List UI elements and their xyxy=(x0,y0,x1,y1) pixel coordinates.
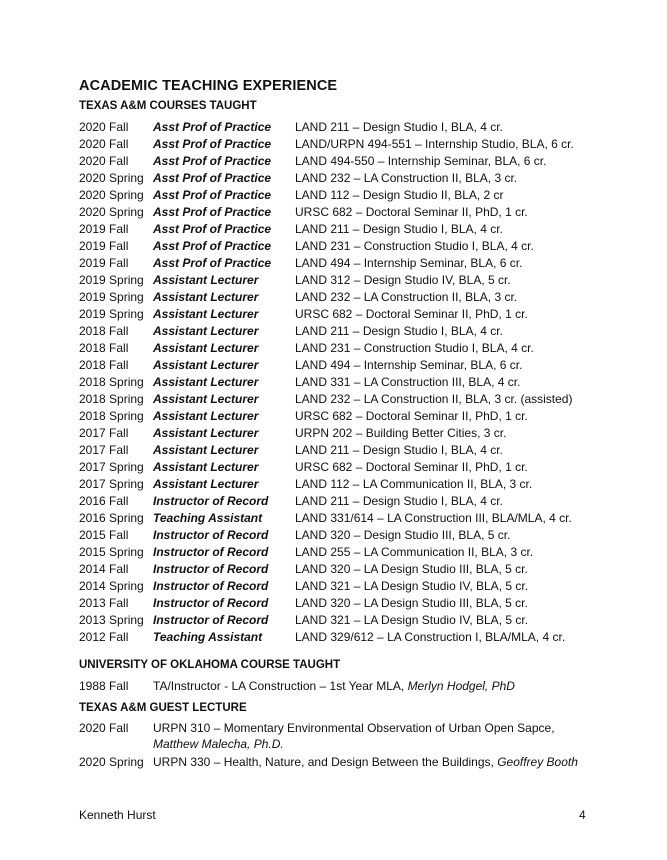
footer-author-name: Kenneth Hurst xyxy=(79,808,156,822)
guest-lecture-person: Geoffrey Booth xyxy=(497,755,578,769)
ou-course-term: 1988 Fall xyxy=(79,679,129,693)
course-description: LAND 211 – Design Studio I, BLA, 4 cr. xyxy=(295,324,503,338)
course-role: Instructor of Record xyxy=(153,562,269,576)
course-term: 2020 Fall xyxy=(79,137,129,151)
course-description: LAND 231 – Construction Studio I, BLA, 4 cr. xyxy=(295,341,534,355)
course-description: LAND 312 – Design Studio IV, BLA, 5 cr. xyxy=(295,273,511,287)
guest-lecture-term: 2020 Fall xyxy=(79,721,129,735)
course-term: 2020 Spring xyxy=(79,171,144,185)
course-description: LAND 112 – Design Studio II, BLA, 2 cr xyxy=(295,188,504,202)
course-role: Assistant Lecturer xyxy=(153,426,259,440)
course-term: 2019 Spring xyxy=(79,273,144,287)
course-role: Instructor of Record xyxy=(153,579,269,593)
course-term: 2014 Fall xyxy=(79,562,129,576)
course-term: 2015 Fall xyxy=(79,528,129,542)
footer-page-number: 4 xyxy=(579,808,586,822)
course-description: LAND 331 – LA Construction III, BLA, 4 cr. xyxy=(295,375,521,389)
course-role: Asst Prof of Practice xyxy=(153,256,272,270)
course-role: Asst Prof of Practice xyxy=(153,120,272,134)
course-term: 2018 Fall xyxy=(79,341,129,355)
ou-course-heading: UNIVERSITY OF OKLAHOMA COURSE TAUGHT xyxy=(79,659,341,671)
course-description: LAND 232 – LA Construction II, BLA, 3 cr. (assisted) xyxy=(295,392,573,406)
course-description: LAND 320 – Design Studio III, BLA, 5 cr. xyxy=(295,528,511,542)
course-description: LAND/URPN 494-551 – Internship Studio, BLA, 6 cr. xyxy=(295,137,574,151)
course-role: Instructor of Record xyxy=(153,494,269,508)
course-role: Assistant Lecturer xyxy=(153,324,259,338)
course-role: Assistant Lecturer xyxy=(153,358,259,372)
course-description: URPN 202 – Building Better Cities, 3 cr. xyxy=(295,426,507,440)
course-description: LAND 211 – Design Studio I, BLA, 4 cr. xyxy=(295,443,503,457)
course-term: 2020 Spring xyxy=(79,188,144,202)
course-description: LAND 494 – Internship Seminar, BLA, 6 cr. xyxy=(295,256,523,270)
guest-lecture-text: URPN 330 – Health, Nature, and Design Between the Buildings, xyxy=(153,755,498,769)
course-description: LAND 494 – Internship Seminar, BLA, 6 cr. xyxy=(295,358,523,372)
course-description: LAND 320 – LA Design Studio III, BLA, 5 cr. xyxy=(295,562,528,576)
course-term: 2016 Fall xyxy=(79,494,129,508)
course-term: 2018 Fall xyxy=(79,324,129,338)
course-role: Assistant Lecturer xyxy=(153,460,259,474)
course-term: 2019 Fall xyxy=(79,222,129,236)
course-role: Assistant Lecturer xyxy=(153,307,259,321)
course-description: LAND 232 – LA Construction II, BLA, 3 cr. xyxy=(295,290,518,304)
course-role: Asst Prof of Practice xyxy=(153,239,272,253)
course-term: 2015 Spring xyxy=(79,545,144,559)
course-description: LAND 321 – LA Design Studio IV, BLA, 5 cr. xyxy=(295,613,529,627)
course-role: Teaching Assistant xyxy=(153,511,263,525)
course-description: LAND 231 – Construction Studio I, BLA, 4 cr. xyxy=(295,239,534,253)
course-term: 2017 Fall xyxy=(79,443,129,457)
course-role: Assistant Lecturer xyxy=(153,392,259,406)
course-description: LAND 320 – LA Design Studio III, BLA, 5 cr. xyxy=(295,596,528,610)
course-term: 2014 Spring xyxy=(79,579,144,593)
course-term: 2019 Fall xyxy=(79,256,129,270)
ou-course-desc xyxy=(153,678,515,695)
section-title: ACADEMIC TEACHING EXPERIENCE xyxy=(79,78,338,94)
course-term: 2019 Fall xyxy=(79,239,129,253)
course-role: Assistant Lecturer xyxy=(153,273,259,287)
course-description: LAND 331/614 – LA Construction III, BLA/MLA, 4 cr. xyxy=(295,511,572,525)
course-role: Assistant Lecturer xyxy=(153,341,259,355)
course-description: URSC 682 – Doctoral Seminar II, PhD, 1 cr. xyxy=(295,205,528,219)
course-role: Assistant Lecturer xyxy=(153,409,259,423)
course-term: 2016 Spring xyxy=(79,511,144,525)
course-description: LAND 321 – LA Design Studio IV, BLA, 5 cr. xyxy=(295,579,529,593)
course-term: 2018 Spring xyxy=(79,409,144,423)
course-role: Asst Prof of Practice xyxy=(153,222,272,236)
course-role: Instructor of Record xyxy=(153,596,269,610)
course-term: 2012 Fall xyxy=(79,630,129,644)
course-role: Asst Prof of Practice xyxy=(153,205,272,219)
course-term: 2017 Spring xyxy=(79,460,144,474)
guest-lecture-heading: TEXAS A&M GUEST LECTURE xyxy=(79,702,247,714)
guest-lecture-term: 2020 Spring xyxy=(79,755,144,769)
course-description: LAND 329/612 – LA Construction I, BLA/MLA, 4 cr. xyxy=(295,630,566,644)
course-description: LAND 112 – LA Communication II, BLA, 3 cr. xyxy=(295,477,533,491)
guest-lecture-desc xyxy=(153,736,284,753)
course-description: LAND 494-550 – Internship Seminar, BLA, 6 cr. xyxy=(295,154,547,168)
course-term: 2020 Fall xyxy=(79,120,129,134)
course-description: LAND 232 – LA Construction II, BLA, 3 cr. xyxy=(295,171,518,185)
guest-lecture-person: Matthew Malecha, Ph.D. xyxy=(153,737,284,751)
course-term: 2020 Spring xyxy=(79,205,144,219)
course-term: 2017 Fall xyxy=(79,426,129,440)
course-description: URSC 682 – Doctoral Seminar II, PhD, 1 cr. xyxy=(295,307,528,321)
course-term: 2018 Fall xyxy=(79,358,129,372)
course-role: Asst Prof of Practice xyxy=(153,154,272,168)
course-description: URSC 682 – Doctoral Seminar II, PhD, 1 cr. xyxy=(295,409,528,423)
course-role: Asst Prof of Practice xyxy=(153,171,272,185)
course-role: Asst Prof of Practice xyxy=(153,188,272,202)
guest-lecture-desc xyxy=(153,754,578,771)
course-role: Assistant Lecturer xyxy=(153,375,259,389)
tamu-courses-heading: TEXAS A&M COURSES TAUGHT xyxy=(79,100,257,112)
course-term: 2013 Fall xyxy=(79,596,129,610)
course-description: LAND 211 – Design Studio I, BLA, 4 cr. xyxy=(295,120,503,134)
course-description: LAND 211 – Design Studio I, BLA, 4 cr. xyxy=(295,222,503,236)
course-role: Instructor of Record xyxy=(153,613,269,627)
course-term: 2013 Spring xyxy=(79,613,144,627)
course-term: 2019 Spring xyxy=(79,290,144,304)
course-description: LAND 211 – Design Studio I, BLA, 4 cr. xyxy=(295,494,503,508)
course-term: 2017 Spring xyxy=(79,477,144,491)
course-description: URSC 682 – Doctoral Seminar II, PhD, 1 cr. xyxy=(295,460,528,474)
course-role: Asst Prof of Practice xyxy=(153,137,272,151)
course-term: 2020 Fall xyxy=(79,154,129,168)
guest-lecture-desc: URPN 310 – Momentary Environmental Observation of Urban Open Sapce, xyxy=(153,721,555,735)
course-role: Assistant Lecturer xyxy=(153,443,259,457)
ou-course-person: Merlyn Hodgel, PhD xyxy=(407,679,515,693)
course-term: 2018 Spring xyxy=(79,392,144,406)
course-role: Assistant Lecturer xyxy=(153,477,259,491)
course-term: 2019 Spring xyxy=(79,307,144,321)
course-role: Instructor of Record xyxy=(153,528,269,542)
course-description: LAND 255 – LA Communication II, BLA, 3 cr. xyxy=(295,545,534,559)
ou-course-text: TA/Instructor - LA Construction – 1st Year MLA, xyxy=(153,679,408,693)
course-role: Teaching Assistant xyxy=(153,630,263,644)
course-role: Assistant Lecturer xyxy=(153,290,259,304)
course-term: 2018 Spring xyxy=(79,375,144,389)
course-role: Instructor of Record xyxy=(153,545,269,559)
